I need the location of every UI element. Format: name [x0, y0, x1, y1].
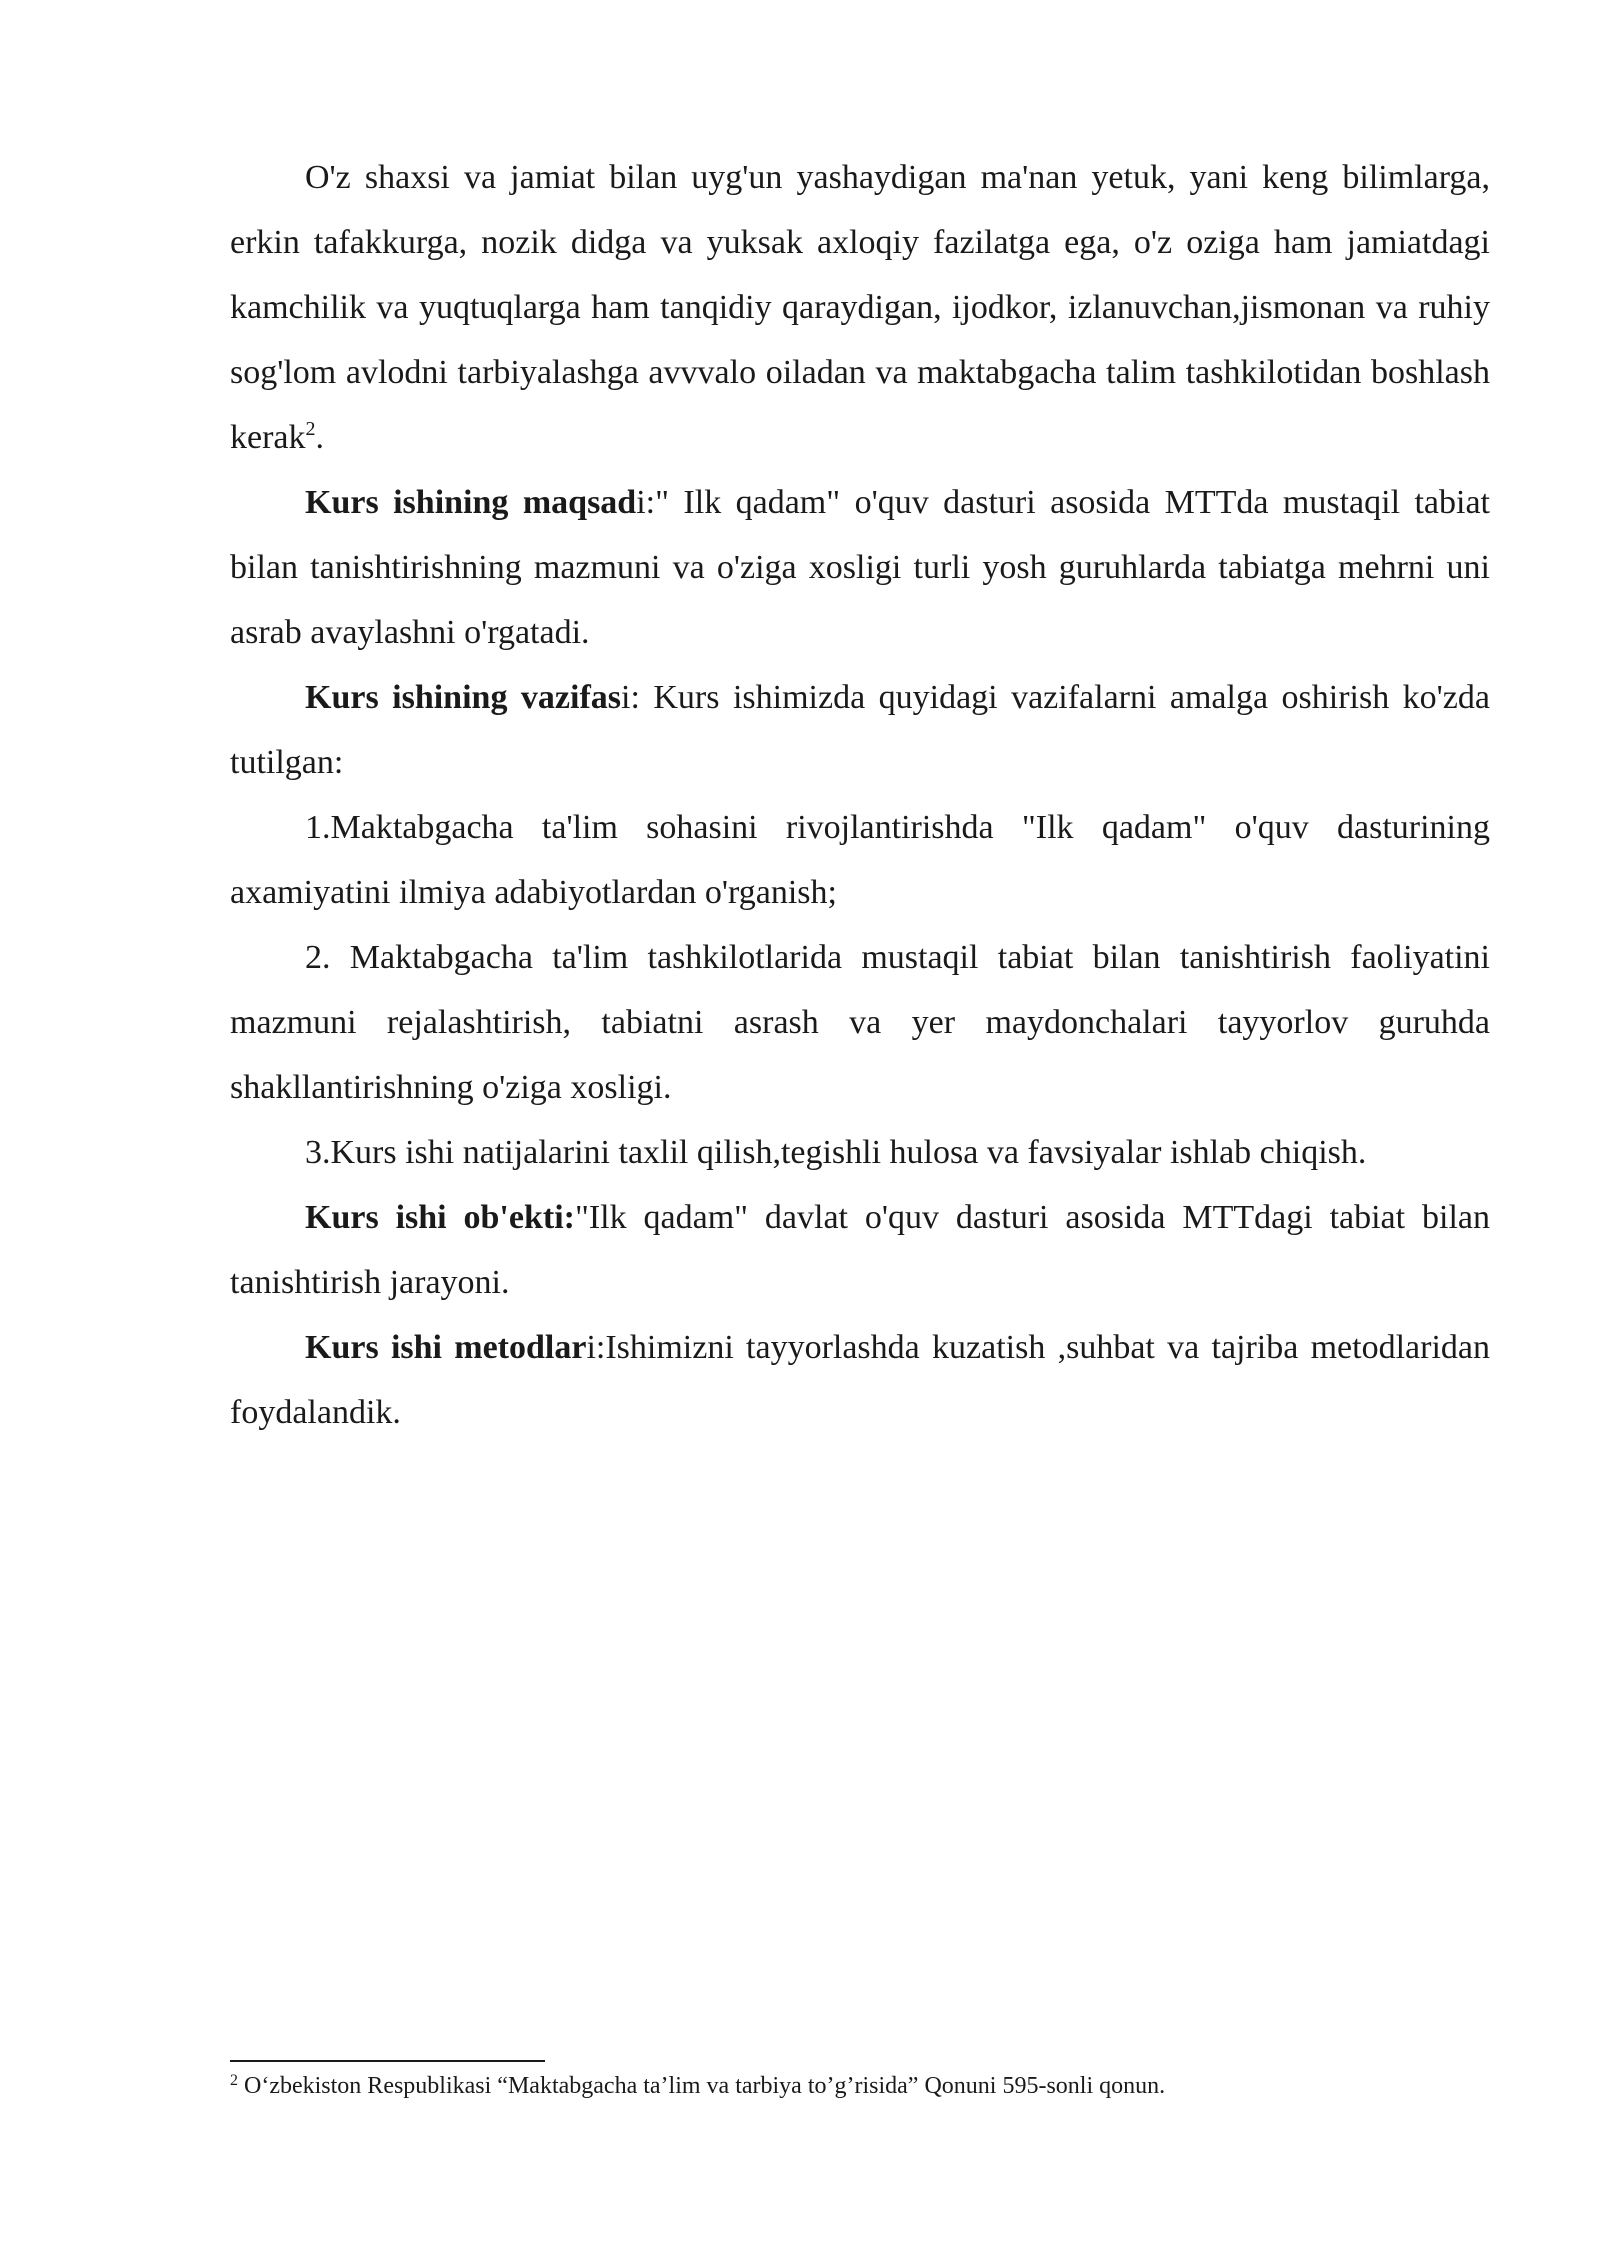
- tasks-heading: Kurs ishining vazifas: [305, 679, 622, 716]
- paragraph-methods: Kurs ishi metodlari:Ishimizni tayyorlashda kuzatish ,suhbat va tajriba metodlaridan foydalandik.: [230, 1329, 1490, 1431]
- paragraph-object: Kurs ishi ob'ekti:"Ilk qadam" davlat o'quv dasturi asosida MTTdagi tabiat bilan tanishtirish jarayoni.: [230, 1199, 1490, 1301]
- document-body: [230, 145, 1490, 1445]
- task-item-1: 1.Maktabgacha ta'lim sohasini rivojlantirishda "Ilk qadam" o'quv dasturining axamiyatini ilmiya adabiyotlardan o'rganish;: [230, 809, 1490, 911]
- footnote-number: 2: [230, 2072, 238, 2089]
- paragraph-intro: O'z shaxsi va jamiat bilan uyg'un yashaydigan ma'nan yetuk, yani keng bilimlarga, erkin tafakkurga, nozik didga va yuksak axloqiy fazilatga ega, o'z oziga ham jamiatdagi kamchilik va yuqtuqlarga ham tanqidiy qaraydigan, ijodkor, izlanuvchan,jismonan va ruhiy sog'lom avlodni tarbiyalashga avvvalo oiladan va maktabgacha talim tashkilotidan boshlash kerak$^2$.: [230, 159, 1490, 456]
- paragraph-tasks: Kurs ishining vazifasi: Kurs ishimizda quyidagi vazifalarni amalga oshirish ko'zda tutilgan:: [230, 679, 1490, 781]
- footnote: [230, 2070, 1490, 2102]
- purpose-heading: Kurs ishining maqsad: [305, 484, 637, 521]
- footnote-separator: [230, 2060, 545, 2062]
- object-heading: Kurs ishi ob'ekti:: [305, 1199, 575, 1236]
- methods-heading: Kurs ishi metodlar: [305, 1329, 587, 1366]
- footnote-reference[interactable]: 2: [305, 418, 316, 440]
- task-item-2: 2. Maktabgacha ta'lim tashkilotlarida mustaqil tabiat bilan tanishtirish faoliyatini mazmuni rejalashtirish, tabiatni asrash va yer maydonchalari tayyorlov guruhda shakllantirishning o'ziga xosligi.: [230, 939, 1490, 1106]
- paragraph-purpose: Kurs ishining maqsadi:" Ilk qadam" o'quv dasturi asosida MTTda mustaqil tabiat bilan tanishtirishning mazmuni va o'ziga xosligi turli yosh guruhlarda tabiatga mehrni uni asrab avaylashni o'rgatadi.: [230, 484, 1490, 651]
- footnote-text: O‘zbekiston Respublikasi “Maktabgacha ta’lim va tarbiya to’g’risida” Qonuni 595-sonli qonun.: [238, 2073, 1166, 2099]
- task-item-3: 3.Kurs ishi natijalarini taxlil qilish,tegishli hulosa va favsiyalar ishlab chiqish.: [305, 1134, 1367, 1171]
